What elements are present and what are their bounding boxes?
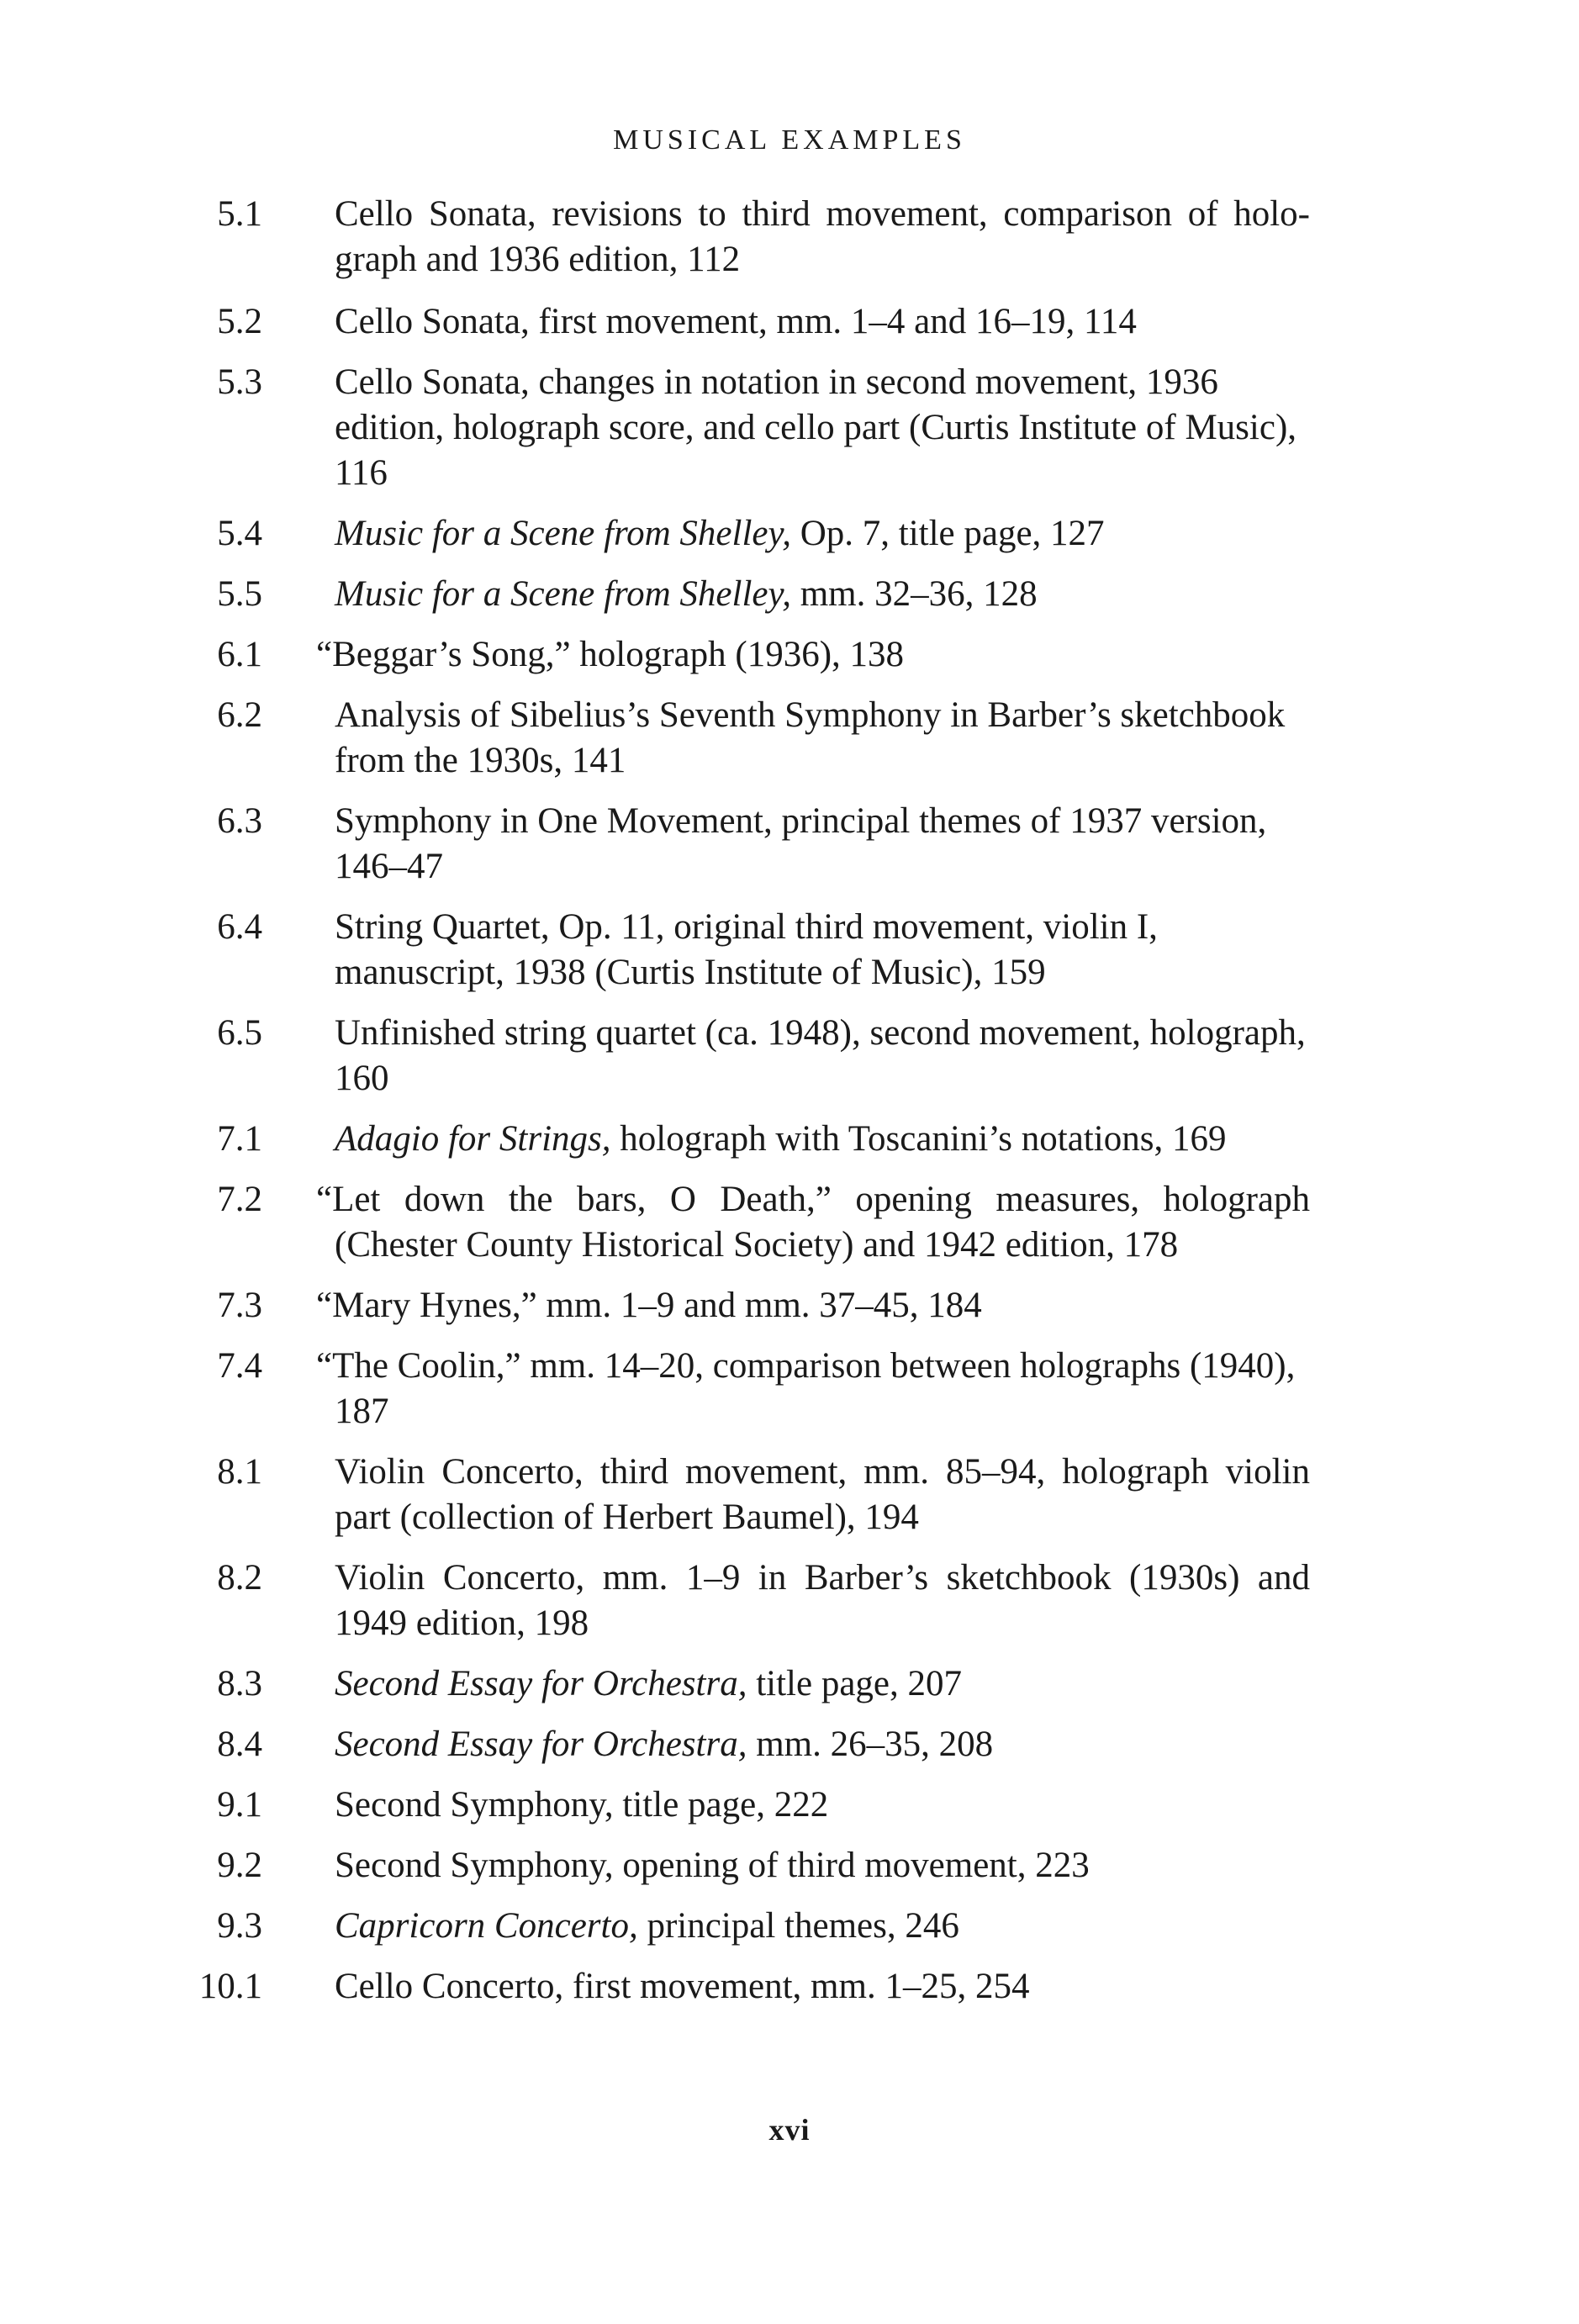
example-number: 5.4	[217, 514, 262, 553]
example-detail: title page, 207	[747, 1664, 962, 1703]
list-item	[0, 1843, 1579, 1888]
example-number: 8.3	[217, 1664, 262, 1703]
example-number: 6.4	[217, 907, 262, 947]
example-description: Unfinished string quartet (ca. 1948), second movement, holograph, 160	[335, 1013, 1306, 1098]
list-item	[0, 1177, 1579, 1268]
example-detail: holograph with Toscanini’s notations, 169	[610, 1119, 1227, 1159]
example-number: 6.3	[217, 801, 262, 841]
example-description	[335, 1904, 1310, 1949]
list-item	[0, 1555, 1579, 1646]
example-description: String Quartet, Op. 11, original third movement, violin I, manuscript, 1938 (Curtis Institute of Music), 159	[335, 907, 1158, 992]
list-item	[0, 905, 1579, 996]
example-number: 6.5	[217, 1013, 262, 1053]
example-description	[335, 511, 1310, 557]
list-item	[0, 1661, 1579, 1707]
list-item	[0, 192, 1579, 283]
example-detail: mm. 32–36, 128	[790, 574, 1038, 614]
example-description	[335, 1722, 1310, 1767]
example-number: 9.2	[217, 1846, 262, 1885]
example-number: 9.1	[217, 1785, 262, 1825]
musical-examples-list	[0, 192, 1579, 2010]
list-item	[0, 1117, 1579, 1162]
example-title: Music for a Scene from Shelley,	[335, 514, 791, 553]
example-number: 6.1	[217, 635, 262, 674]
example-number: 7.3	[217, 1286, 262, 1325]
example-description: “Let down the bars, O Death,” opening measures, holograph (Chester County Historical Society) and 1942 edition, 178	[316, 1180, 1310, 1265]
example-description: Violin Concerto, mm. 1–9 in Barber’s sketchbook (1930s) and 1949 edition, 198	[335, 1558, 1310, 1643]
list-item	[0, 360, 1579, 496]
list-item	[0, 511, 1579, 557]
example-description	[335, 1117, 1310, 1162]
example-description: Symphony in One Movement, principal themes of 1937 version, 146–47	[335, 801, 1267, 886]
list-item	[0, 299, 1579, 345]
example-detail: Op. 7, title page, 127	[790, 514, 1105, 553]
example-detail: mm. 26–35, 208	[747, 1725, 994, 1764]
example-number: 7.1	[217, 1119, 262, 1159]
list-item	[0, 1450, 1579, 1540]
example-description: Cello Concerto, first movement, mm. 1–25, 254	[335, 1967, 1030, 2006]
example-number: 5.5	[217, 574, 262, 614]
example-number: 10.1	[198, 1967, 262, 2006]
example-number: 7.4	[217, 1346, 262, 1386]
example-description: “The Coolin,” mm. 14–20, comparison between holographs (1940), 187	[316, 1346, 1296, 1431]
example-description: “Mary Hynes,” mm. 1–9 and mm. 37–45, 184	[316, 1286, 982, 1325]
list-item	[0, 799, 1579, 890]
example-number: 9.3	[217, 1906, 262, 1946]
example-description	[335, 1661, 1310, 1707]
list-item	[0, 693, 1579, 784]
example-title: Music for a Scene from Shelley,	[335, 574, 791, 614]
example-title: Adagio for Strings,	[335, 1119, 611, 1159]
example-description: “Beggar’s Song,” holograph (1936), 138	[316, 635, 905, 674]
running-head: MUSICAL EXAMPLES	[613, 124, 966, 156]
list-item	[0, 1904, 1579, 1949]
example-number: 8.2	[217, 1558, 262, 1598]
example-title: Second Essay for Orchestra,	[335, 1725, 747, 1764]
list-item	[0, 572, 1579, 617]
example-number: 6.2	[217, 695, 262, 735]
example-number: 5.1	[217, 194, 262, 234]
example-title: Second Essay for Orchestra,	[335, 1664, 747, 1703]
list-item	[0, 632, 1579, 678]
list-item	[0, 1011, 1579, 1101]
example-description: Second Symphony, title page, 222	[335, 1785, 829, 1825]
list-item	[0, 1783, 1579, 1828]
example-number: 5.2	[217, 302, 262, 341]
example-description	[335, 572, 1310, 617]
list-item	[0, 1964, 1579, 2010]
example-title: Capricorn Concerto,	[335, 1906, 638, 1946]
example-description: Cello Sonata, changes in notation in second movement, 1936 edition, holograph score, and cello part (Curtis Institute of Music), 116	[335, 362, 1297, 493]
example-number: 8.1	[217, 1452, 262, 1492]
example-description: Cello Sonata, revisions to third movement, comparison of holograph and 1936 edition, 112	[335, 194, 1310, 279]
list-item	[0, 1344, 1579, 1434]
example-number: 8.4	[217, 1725, 262, 1764]
example-description: Analysis of Sibelius’s Seventh Symphony in Barber’s sketchbook from the 1930s, 141	[335, 695, 1286, 780]
example-number: 5.3	[217, 362, 262, 402]
example-description: Second Symphony, opening of third movement, 223	[335, 1846, 1090, 1885]
example-number: 7.2	[217, 1180, 262, 1219]
example-detail: principal themes, 246	[637, 1906, 959, 1946]
list-item	[0, 1283, 1579, 1328]
page-number: xvi	[768, 2113, 811, 2147]
example-description: Violin Concerto, third movement, mm. 85–94, holograph violin part (collection of Herbert Baumel), 194	[335, 1452, 1310, 1537]
example-description: Cello Sonata, first movement, mm. 1–4 and 16–19, 114	[335, 302, 1137, 341]
list-item	[0, 1722, 1579, 1767]
